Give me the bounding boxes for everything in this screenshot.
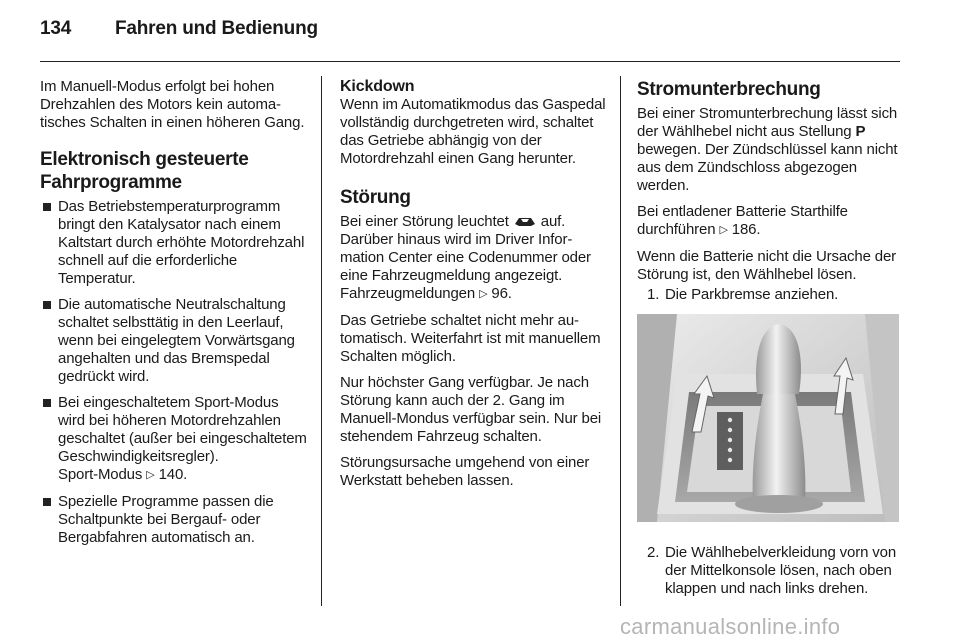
gear-lever-drawing (637, 314, 899, 522)
section-heading-stoerung: Störung (340, 187, 411, 208)
transmission-warning-icon (513, 215, 537, 227)
step-text: Die Parkbremse anziehen. (665, 286, 839, 303)
bullet-ref-text: Sport-Modus (58, 466, 143, 483)
strom-paragraph-1: Bei einer Stromunterbrechung lässt sich der Wählhebel nicht aus Stellung P bewegen. Der Zündschlüssel kann nicht aus dem Zündschloss abgezogen werden. (637, 105, 898, 194)
page-ref-link[interactable]: 96. (491, 285, 512, 302)
stoerung-paragraph-1: Bei einer Störung leuchtet auf. Darüber hinaus wird im Driver Information Center eine Codenummer oder eine Fahrzeugmeldung angezeigt. Fahrzeugmeldungen ▷ 96. (340, 213, 591, 302)
gear-lever-illustration (637, 314, 899, 522)
step-list (637, 544, 901, 598)
column-3 (637, 78, 901, 598)
strom-paragraph-3: Wenn die Batterie nicht die Ursache der Störung ist, den Wählhebel lösen. (637, 248, 897, 283)
stoerung-paragraph-4: Störungsursache umgehend von einer Werkstatt beheben lassen. (340, 454, 590, 489)
gear-position-p: P (855, 123, 866, 140)
page-title: Fahren und Bedienung (115, 18, 318, 39)
bullet-list (40, 198, 308, 547)
section-heading-stromunterbrechung: Stromunterbrechung (637, 79, 821, 100)
step-number: 1. (647, 286, 660, 303)
page-ref-arrow-icon: ▷ (719, 223, 728, 236)
kickdown-paragraph: Wenn im Automatikmodus das Gaspedal vollständig durchgetreten wird, schaltet das Getriebe abhängig von der Motordrehzahl einen Gang herunter. (340, 96, 606, 167)
step-number: 2. (647, 544, 660, 561)
column-divider-2 (620, 76, 621, 606)
stoerung-paragraph-3: Nur höchster Gang verfügbar. Je nach Störung kann auch der 2. Gang im Manuell-Mondus verfügbar sein. Nur bei stehendem Fahrzeug schalten. (340, 374, 602, 445)
section-heading-fahrprogramme: Elektronisch gesteuerte Fahrprogramme (40, 149, 249, 193)
step-text: Die Wählhebelverkleidung vorn von der Mittelkonsole lösen, nach oben klappen und nach links drehen. (665, 544, 897, 597)
intro-paragraph: Im Manuell-Modus erfolgt bei hohen Drehzahlen des Motors kein automatisches Schalten in einen höheren Gang. (40, 78, 305, 131)
step-list (637, 286, 901, 304)
bullet-text: Bei eingeschaltetem Sport-Modus wird bei höheren Motordrehzahlen geschaltet (außer bei eingeschaltetem Geschwindigkeitsregler). (58, 394, 307, 465)
list-item: Spezielle Programme passen die Schaltpunkte bei Bergauf- oder Bergabfahren automatisch an. (40, 493, 308, 547)
header-rule (40, 61, 900, 62)
list-item (40, 394, 308, 485)
column-1 (40, 78, 308, 555)
column-divider-1 (321, 76, 322, 606)
strom-paragraph-2: Bei entladener Batterie Starthilfe durchführen ▷ 186. (637, 203, 848, 238)
subheading-kickdown: Kickdown (340, 78, 415, 95)
page-ref-link[interactable]: 140. (158, 466, 188, 483)
column-2 (340, 78, 606, 498)
stoerung-paragraph-2: Das Getriebe schaltet nicht mehr automatisch. Weiterfahrt ist mit manuellem Schalten möglich. (340, 312, 601, 365)
page-ref-arrow-icon: ▷ (479, 287, 488, 300)
list-item: Das Betriebstemperaturprogramm bringt den Katalysator nach einem Kaltstart durch erhöhte Motordrehzahl schnell auf die erforderliche Temperatur. (40, 198, 308, 288)
page-number: 134 (40, 18, 72, 39)
page-ref-arrow-icon: ▷ (146, 468, 155, 481)
list-item (637, 544, 901, 598)
page-header (40, 18, 900, 48)
list-item: Die automatische Neutralschaltung schaltet selbsttätig in den Leerlauf, wenn bei eingelegtem Vorwärtsgang angehalten und das Bremspedal gedrückt wird. (40, 296, 308, 386)
list-item (637, 286, 901, 304)
watermark: carmanualsonline.info (620, 614, 841, 639)
page-ref-link[interactable]: 186. (731, 221, 761, 238)
